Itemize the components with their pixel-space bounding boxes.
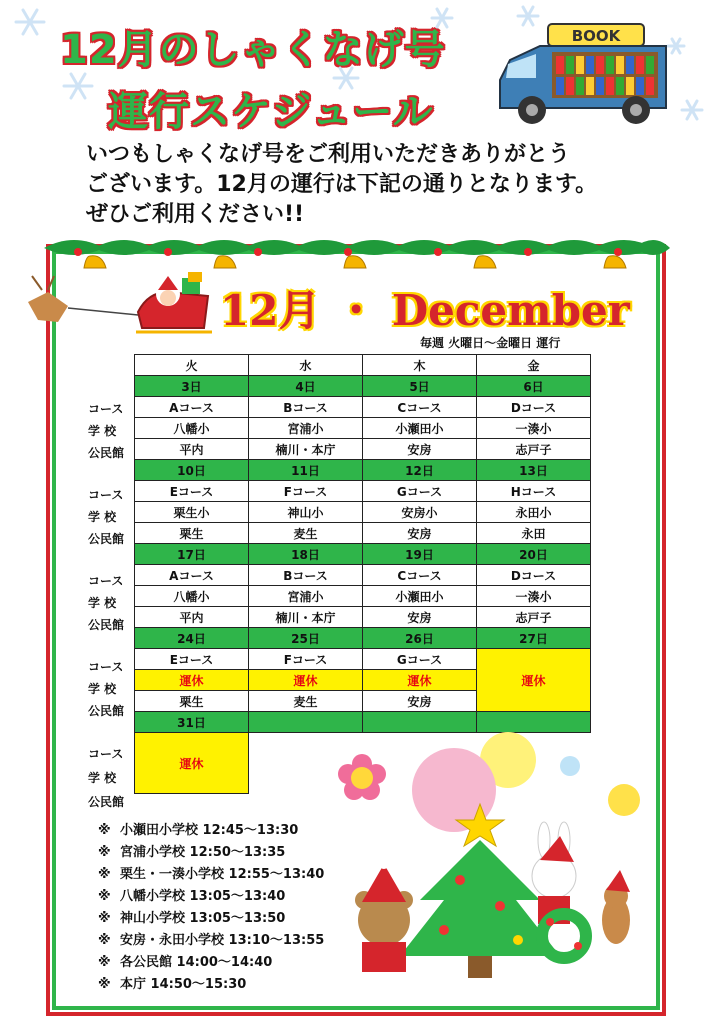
closed-cell: 運休 xyxy=(363,670,477,691)
operation-note: 毎週 火曜日～金曜日 運行 xyxy=(420,336,561,350)
hall-cell: 麦生 xyxy=(249,691,363,712)
row-labels-week-4 xyxy=(88,656,124,722)
intro-text xyxy=(86,140,597,230)
date-cell: 3日 xyxy=(135,376,249,397)
closed-cell: 運休 xyxy=(135,670,249,691)
intro-line: ぜひご利用ください!! xyxy=(86,202,305,227)
course-cell: Gコース xyxy=(363,649,477,670)
date-cell: 12日 xyxy=(363,460,477,481)
weekday-cell: 金 xyxy=(477,355,591,376)
hall-row xyxy=(135,523,591,544)
hall-cell: 安房 xyxy=(363,523,477,544)
course-row xyxy=(135,649,591,670)
school-cell: 一湊小 xyxy=(477,418,591,439)
date-row xyxy=(135,376,591,397)
note-item: ※ 小瀬田小学校 12:45～13:30 xyxy=(98,823,299,838)
course-cell: Cコース xyxy=(363,565,477,586)
course-row xyxy=(135,481,591,502)
school-cell: 神山小 xyxy=(249,502,363,523)
date-cell: 19日 xyxy=(363,544,477,565)
title-line-2: 運行スケジュール xyxy=(108,89,434,135)
row-label-hall: 公民館 xyxy=(88,704,125,718)
weekday-cell: 水 xyxy=(249,355,363,376)
date-cell: 31日 xyxy=(135,712,249,733)
school-cell: 八幡小 xyxy=(135,418,249,439)
date-cell: 27日 xyxy=(477,628,591,649)
date-cell: 17日 xyxy=(135,544,249,565)
closed-cell: 運休 xyxy=(249,670,363,691)
school-cell: 八幡小 xyxy=(135,586,249,607)
hall-cell: 永田 xyxy=(477,523,591,544)
course-cell: Fコース xyxy=(249,481,363,502)
row-labels-week-3 xyxy=(88,570,124,636)
course-row xyxy=(135,565,591,586)
school-cell: 宮浦小 xyxy=(249,586,363,607)
christmas-tree-and-animals-illustration xyxy=(334,730,654,996)
hall-cell: 楠川・本庁 xyxy=(249,607,363,628)
date-cell: 25日 xyxy=(249,628,363,649)
row-label-course: コース xyxy=(88,488,124,502)
course-cell: Eコース xyxy=(135,649,249,670)
course-cell: Aコース xyxy=(135,397,249,418)
date-cell: 11日 xyxy=(249,460,363,481)
title-line-1: 12月のしゃくなげ号 xyxy=(60,27,446,73)
hall-cell: 楠川・本庁 xyxy=(249,439,363,460)
closed-cell: 運休 xyxy=(135,733,249,794)
row-labels-week-5 xyxy=(88,742,124,814)
date-cell: 18日 xyxy=(249,544,363,565)
school-cell: 宮浦小 xyxy=(249,418,363,439)
closed-cell: 運休 xyxy=(477,649,591,712)
intro-line: ございます。12月の運行は下記の通りとなります。 xyxy=(86,172,598,197)
hall-cell: 安房 xyxy=(363,691,477,712)
row-label-course: コース xyxy=(88,574,124,588)
course-cell: Fコース xyxy=(249,649,363,670)
bus-sign-text: BOOK xyxy=(571,27,621,45)
date-row xyxy=(135,628,591,649)
schedule-table xyxy=(134,354,591,794)
weekday-cell: 木 xyxy=(363,355,477,376)
note-item: ※ 栗生・一湊小学校 12:55～13:40 xyxy=(98,867,325,882)
date-cell: 20日 xyxy=(477,544,591,565)
date-row xyxy=(135,460,591,481)
school-row xyxy=(135,418,591,439)
hall-cell: 安房 xyxy=(363,439,477,460)
row-labels-week-1 xyxy=(88,398,124,464)
course-row xyxy=(135,397,591,418)
note-item: ※ 宮浦小学校 12:50～13:35 xyxy=(98,845,286,860)
hall-row xyxy=(135,439,591,460)
hall-cell: 安房 xyxy=(363,607,477,628)
hall-cell: 平内 xyxy=(135,439,249,460)
hall-cell: 志戸子 xyxy=(477,439,591,460)
row-label-school: 学 校 xyxy=(88,682,117,696)
date-cell: 10日 xyxy=(135,460,249,481)
date-cell: 5日 xyxy=(363,376,477,397)
course-cell: Aコース xyxy=(135,565,249,586)
row-label-school: 学 校 xyxy=(88,424,117,438)
hall-cell: 志戸子 xyxy=(477,607,591,628)
row-label-school: 学 校 xyxy=(88,596,117,610)
row-label-hall: 公民館 xyxy=(88,618,125,632)
course-cell: Bコース xyxy=(249,397,363,418)
row-label-hall: 公民館 xyxy=(88,446,125,460)
school-cell: 小瀬田小 xyxy=(363,586,477,607)
row-label-course: コース xyxy=(88,747,124,761)
row-label-course: コース xyxy=(88,402,124,416)
date-cell: 4日 xyxy=(249,376,363,397)
course-cell: Dコース xyxy=(477,397,591,418)
hall-cell: 栗生 xyxy=(135,691,249,712)
course-cell: Eコース xyxy=(135,481,249,502)
note-item: ※ 本庁 14:50～15:30 xyxy=(98,977,247,992)
date-cell: 13日 xyxy=(477,460,591,481)
row-label-hall: 公民館 xyxy=(88,532,125,546)
course-cell: Gコース xyxy=(363,481,477,502)
course-cell: Bコース xyxy=(249,565,363,586)
month-title: 12月 ・ December xyxy=(220,286,630,335)
date-cell: 26日 xyxy=(363,628,477,649)
santa-sleigh-illustration xyxy=(18,272,218,342)
school-cell: 安房小 xyxy=(363,502,477,523)
course-cell: Cコース xyxy=(363,397,477,418)
weekday-cell: 火 xyxy=(135,355,249,376)
date-cell: 24日 xyxy=(135,628,249,649)
row-label-hall: 公民館 xyxy=(88,795,125,809)
hall-cell: 平内 xyxy=(135,607,249,628)
row-label-school: 学 校 xyxy=(88,771,117,785)
school-cell: 永田小 xyxy=(477,502,591,523)
course-cell: Dコース xyxy=(477,565,591,586)
note-item: ※ 八幡小学校 13:05～13:40 xyxy=(98,889,286,904)
intro-line: いつもしゃくなげ号をご利用いただきありがとう xyxy=(86,142,571,167)
note-item: ※ 安房・永田小学校 13:10～13:55 xyxy=(98,933,325,948)
date-row xyxy=(135,544,591,565)
note-item: ※ 各公民館 14:00～14:40 xyxy=(98,955,273,970)
hall-row xyxy=(135,607,591,628)
course-cell: Hコース xyxy=(477,481,591,502)
note-item: ※ 神山小学校 13:05～13:50 xyxy=(98,911,286,926)
weekday-header-row xyxy=(135,355,591,376)
row-label-course: コース xyxy=(88,660,124,674)
hall-cell: 麦生 xyxy=(249,523,363,544)
date-cell: 6日 xyxy=(477,376,591,397)
row-label-school: 学 校 xyxy=(88,510,117,524)
school-cell: 栗生小 xyxy=(135,502,249,523)
school-cell: 小瀬田小 xyxy=(363,418,477,439)
school-times-notes xyxy=(98,820,324,996)
book-bus-illustration xyxy=(496,20,674,130)
school-cell: 一湊小 xyxy=(477,586,591,607)
row-labels-week-2 xyxy=(88,484,124,550)
school-row xyxy=(135,586,591,607)
school-row xyxy=(135,502,591,523)
hall-cell: 栗生 xyxy=(135,523,249,544)
